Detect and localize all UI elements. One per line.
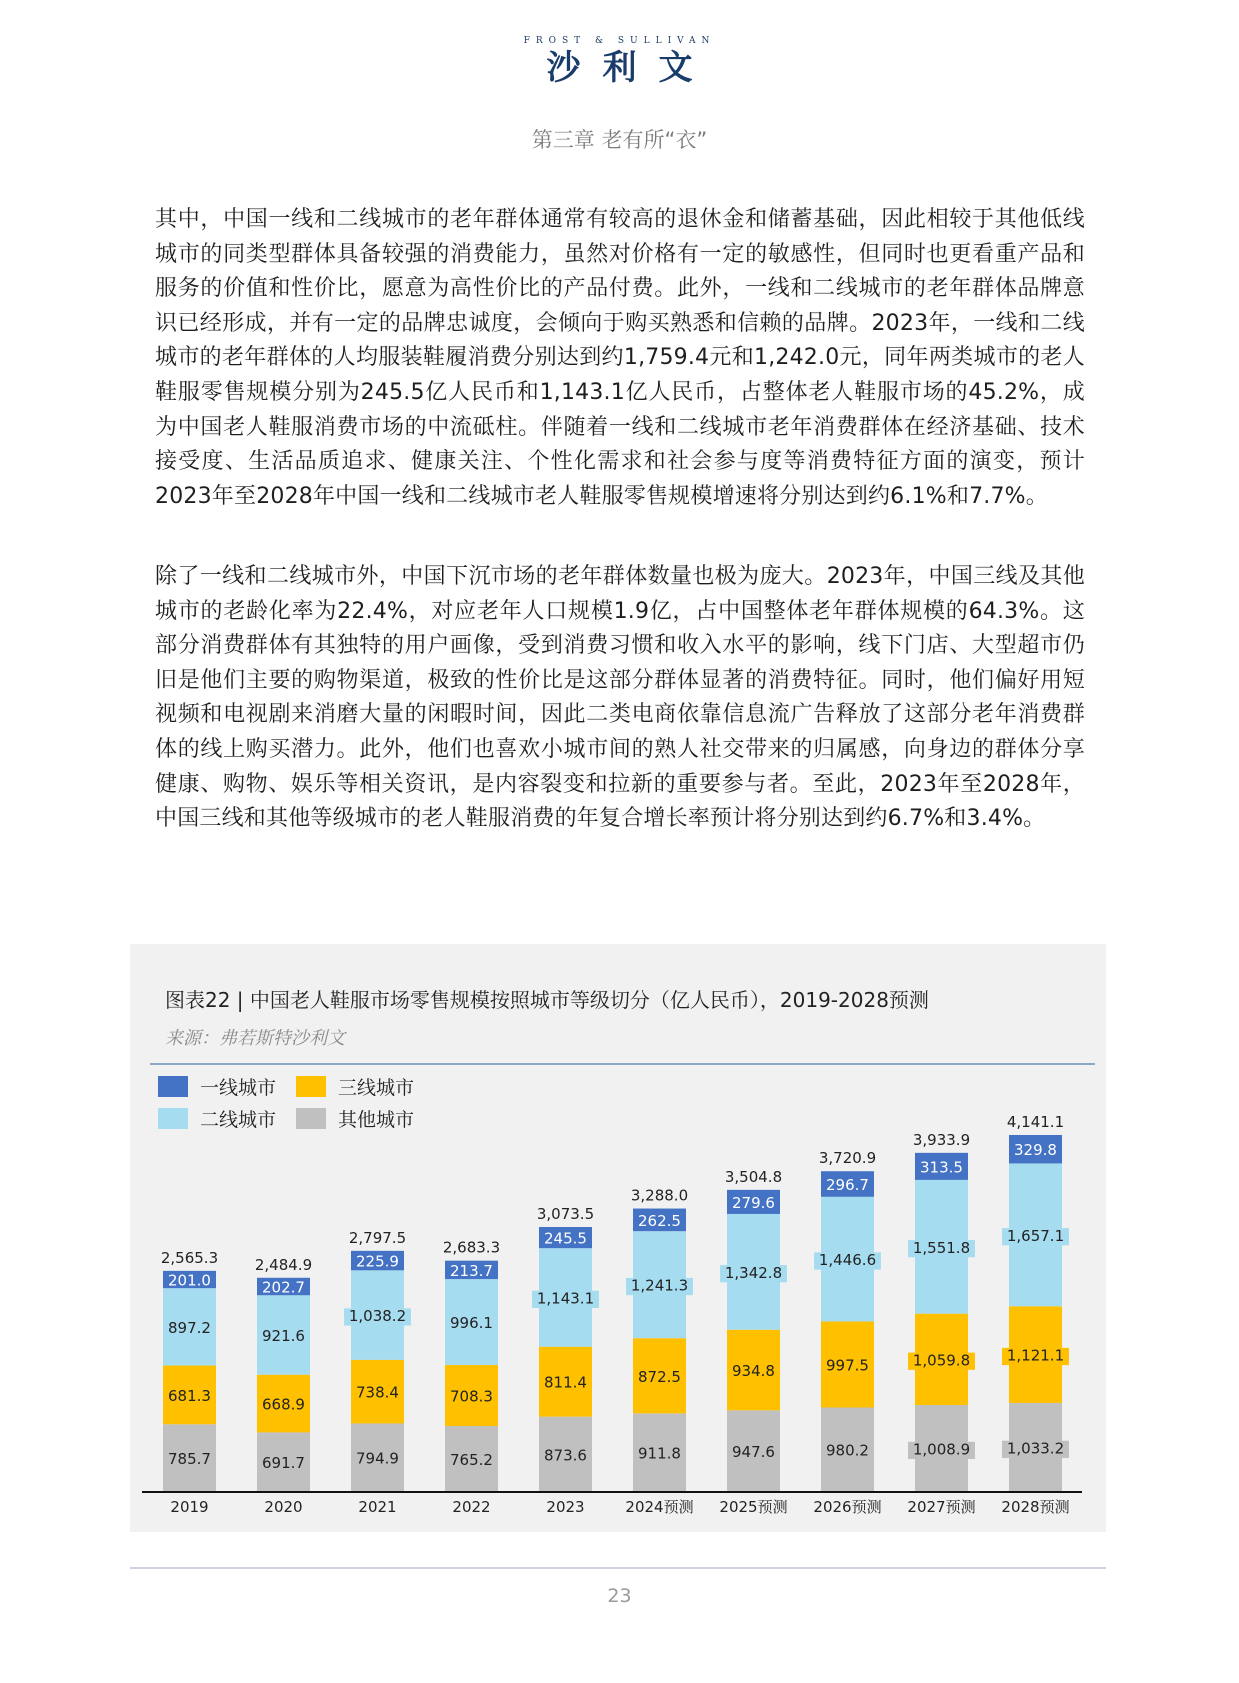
bar-value-label: 1,008.9 <box>912 1440 971 1459</box>
bar-total-label: 3,933.9 <box>912 1130 971 1149</box>
bar-total-label: 3,720.9 <box>818 1149 877 1168</box>
x-tick-label: 2026预测 <box>813 1498 882 1516</box>
body-paragraph: 除了一线和二线城市外，中国下沉市场的老年群体数量也极为庞大。2023年，中国三线及其他城市的老龄化率为22.4%，对应老年人口规模1.9亿，占中国整体老年群体规模的64.3%。这部分消费群体有其独特的用户画像，受到消费习惯和收入水平的影响，线下门店、大型超市仍旧是他们主要的购物渠道，极致的性价比是这部分群体显著的消费特征。同时，他们偏好用短视频和电视剧来消磨大量的闲暇时间，因此二类电商依靠信息流广告释放了这部分老年消费群体的线上购买潜力。此外，他们也喜欢小城市间的熟人社交带来的归属感，向身边的群体分享健康、购物、娱乐等相关资讯，是内容裂变和拉新的重要参与者。至此，2023年至2028年，中国三线和其他等级城市的老人鞋服消费的年复合增长率预计将分别达到约6.7%和3.4%。 <box>155 564 1085 832</box>
bar-total-label: 2,683.3 <box>442 1238 501 1257</box>
bar-value-label: 279.6 <box>732 1193 775 1212</box>
page-number: 23 <box>607 1585 632 1607</box>
bar-value-label: 872.5 <box>638 1367 681 1386</box>
x-tick-label: 2022 <box>452 1498 491 1516</box>
chart-source: 来源：弗若斯特沙利文 <box>165 1028 345 1049</box>
x-tick-label: 2021 <box>358 1498 397 1516</box>
bar-value-label: 811.4 <box>544 1373 587 1392</box>
bar-value-label: 794.9 <box>356 1449 399 1468</box>
bar-value-label: 1,059.8 <box>912 1351 971 1370</box>
bar-value-label: 1,121.1 <box>1006 1346 1065 1365</box>
bar-value-label: 997.5 <box>826 1356 869 1375</box>
chapter-title: 第三章 老有所“衣” <box>531 128 708 152</box>
x-tick-label: 2024预测 <box>625 1498 694 1516</box>
bar-value-label: 911.8 <box>638 1444 681 1463</box>
bar-value-label: 1,241.3 <box>630 1276 689 1295</box>
bar-total-label: 3,504.8 <box>724 1167 783 1186</box>
bar-value-label: 1,038.2 <box>348 1307 407 1326</box>
footer-divider <box>130 1567 1106 1569</box>
bar-total-label: 2,565.3 <box>160 1248 219 1267</box>
x-tick-label: 2028预测 <box>1001 1498 1070 1516</box>
bar-value-label: 996.1 <box>450 1314 493 1333</box>
bar-value-label: 201.0 <box>168 1271 211 1290</box>
bar-value-label: 1,551.8 <box>912 1238 971 1257</box>
bar-total-label: 3,288.0 <box>630 1186 689 1205</box>
legend-label: 三线城市 <box>338 1077 415 1099</box>
x-tick-label: 2027预测 <box>907 1498 976 1516</box>
bar-value-label: 681.3 <box>168 1386 211 1405</box>
bar-value-label: 934.8 <box>732 1362 775 1381</box>
bar-value-label: 980.2 <box>826 1441 869 1460</box>
bar-value-label: 708.3 <box>450 1387 493 1406</box>
bar-total-label: 3,073.5 <box>536 1205 595 1224</box>
bar-value-label: 947.6 <box>732 1443 775 1462</box>
bar-value-label: 1,342.8 <box>724 1263 783 1282</box>
bar-value-label: 897.2 <box>168 1318 211 1337</box>
bar-value-label: 262.5 <box>638 1211 681 1230</box>
x-tick-label: 2023 <box>546 1498 585 1516</box>
legend-label: 一线城市 <box>200 1077 277 1099</box>
bar-value-label: 738.4 <box>356 1383 399 1402</box>
bar-value-label: 765.2 <box>450 1451 493 1470</box>
bar-value-label: 329.8 <box>1014 1141 1057 1160</box>
bar-value-label: 225.9 <box>356 1252 399 1271</box>
x-tick-label: 2020 <box>264 1498 303 1516</box>
legend-label: 二线城市 <box>200 1109 277 1131</box>
bar-value-label: 245.5 <box>544 1229 587 1248</box>
bar-value-label: 873.6 <box>544 1446 587 1465</box>
bar-total-label: 2,797.5 <box>348 1228 407 1247</box>
x-tick-label: 2025预测 <box>719 1498 788 1516</box>
bar-value-label: 1,657.1 <box>1006 1226 1065 1245</box>
body-paragraph: 其中，中国一线和二线城市的老年群体通常有较高的退休金和储蓄基础，因此相较于其他低线城市的同类型群体具备较强的消费能力，虽然对价格有一定的敏感性，但同时也更看重产品和服务的价值和性价比，愿意为高性价比的产品付费。此外，一线和二线城市的老年群体品牌意识已经形成，并有一定的品牌忠诚度，会倾向于购买熟悉和信赖的品牌。2023年，一线和二线城市的老年群体的人均服装鞋履消费分别达到约1,759.4元和1,242.0元，同年两类城市的老人鞋服零售规模分别为245.5亿人民币和1,143.1亿人民币，占整体老人鞋服市场的45.2%，成为中国老人鞋服消费市场的中流砥柱。伴随着一线和二线城市老年消费群体在经济基础、技术接受度、生活品质追求、健康关注、个性化需求和社会参与度等消费特征方面的演变，预计2023年至2028年中国一线和二线城市老人鞋服零售规模增速将分别达到约6.1%和7.7%。 <box>155 207 1085 509</box>
bar-value-label: 213.7 <box>450 1261 493 1280</box>
bar-value-label: 313.5 <box>920 1158 963 1177</box>
logo-chinese: 沙利文 <box>546 48 715 88</box>
bar-value-label: 202.7 <box>262 1278 305 1297</box>
bar-value-label: 691.7 <box>262 1454 305 1473</box>
bar-value-label: 785.7 <box>168 1450 211 1469</box>
bar-total-label: 4,141.1 <box>1006 1113 1065 1131</box>
bar-value-label: 921.6 <box>262 1326 305 1345</box>
chart-title: 图表22 | 中国老人鞋服市场零售规模按照城市等级切分（亿人民币），2019-2028预测 <box>165 988 929 1012</box>
x-tick-label: 2019 <box>170 1498 209 1516</box>
bar-value-label: 668.9 <box>262 1395 305 1414</box>
bar-value-label: 1,446.6 <box>818 1251 877 1270</box>
logo-english: FROST & SULLIVAN <box>523 36 716 46</box>
bar-value-label: 296.7 <box>826 1176 869 1195</box>
bar-value-label: 1,033.2 <box>1006 1439 1065 1458</box>
bar-value-label: 1,143.1 <box>536 1289 595 1308</box>
bar-total-label: 2,484.9 <box>254 1255 313 1274</box>
legend-label: 其他城市 <box>338 1109 415 1131</box>
